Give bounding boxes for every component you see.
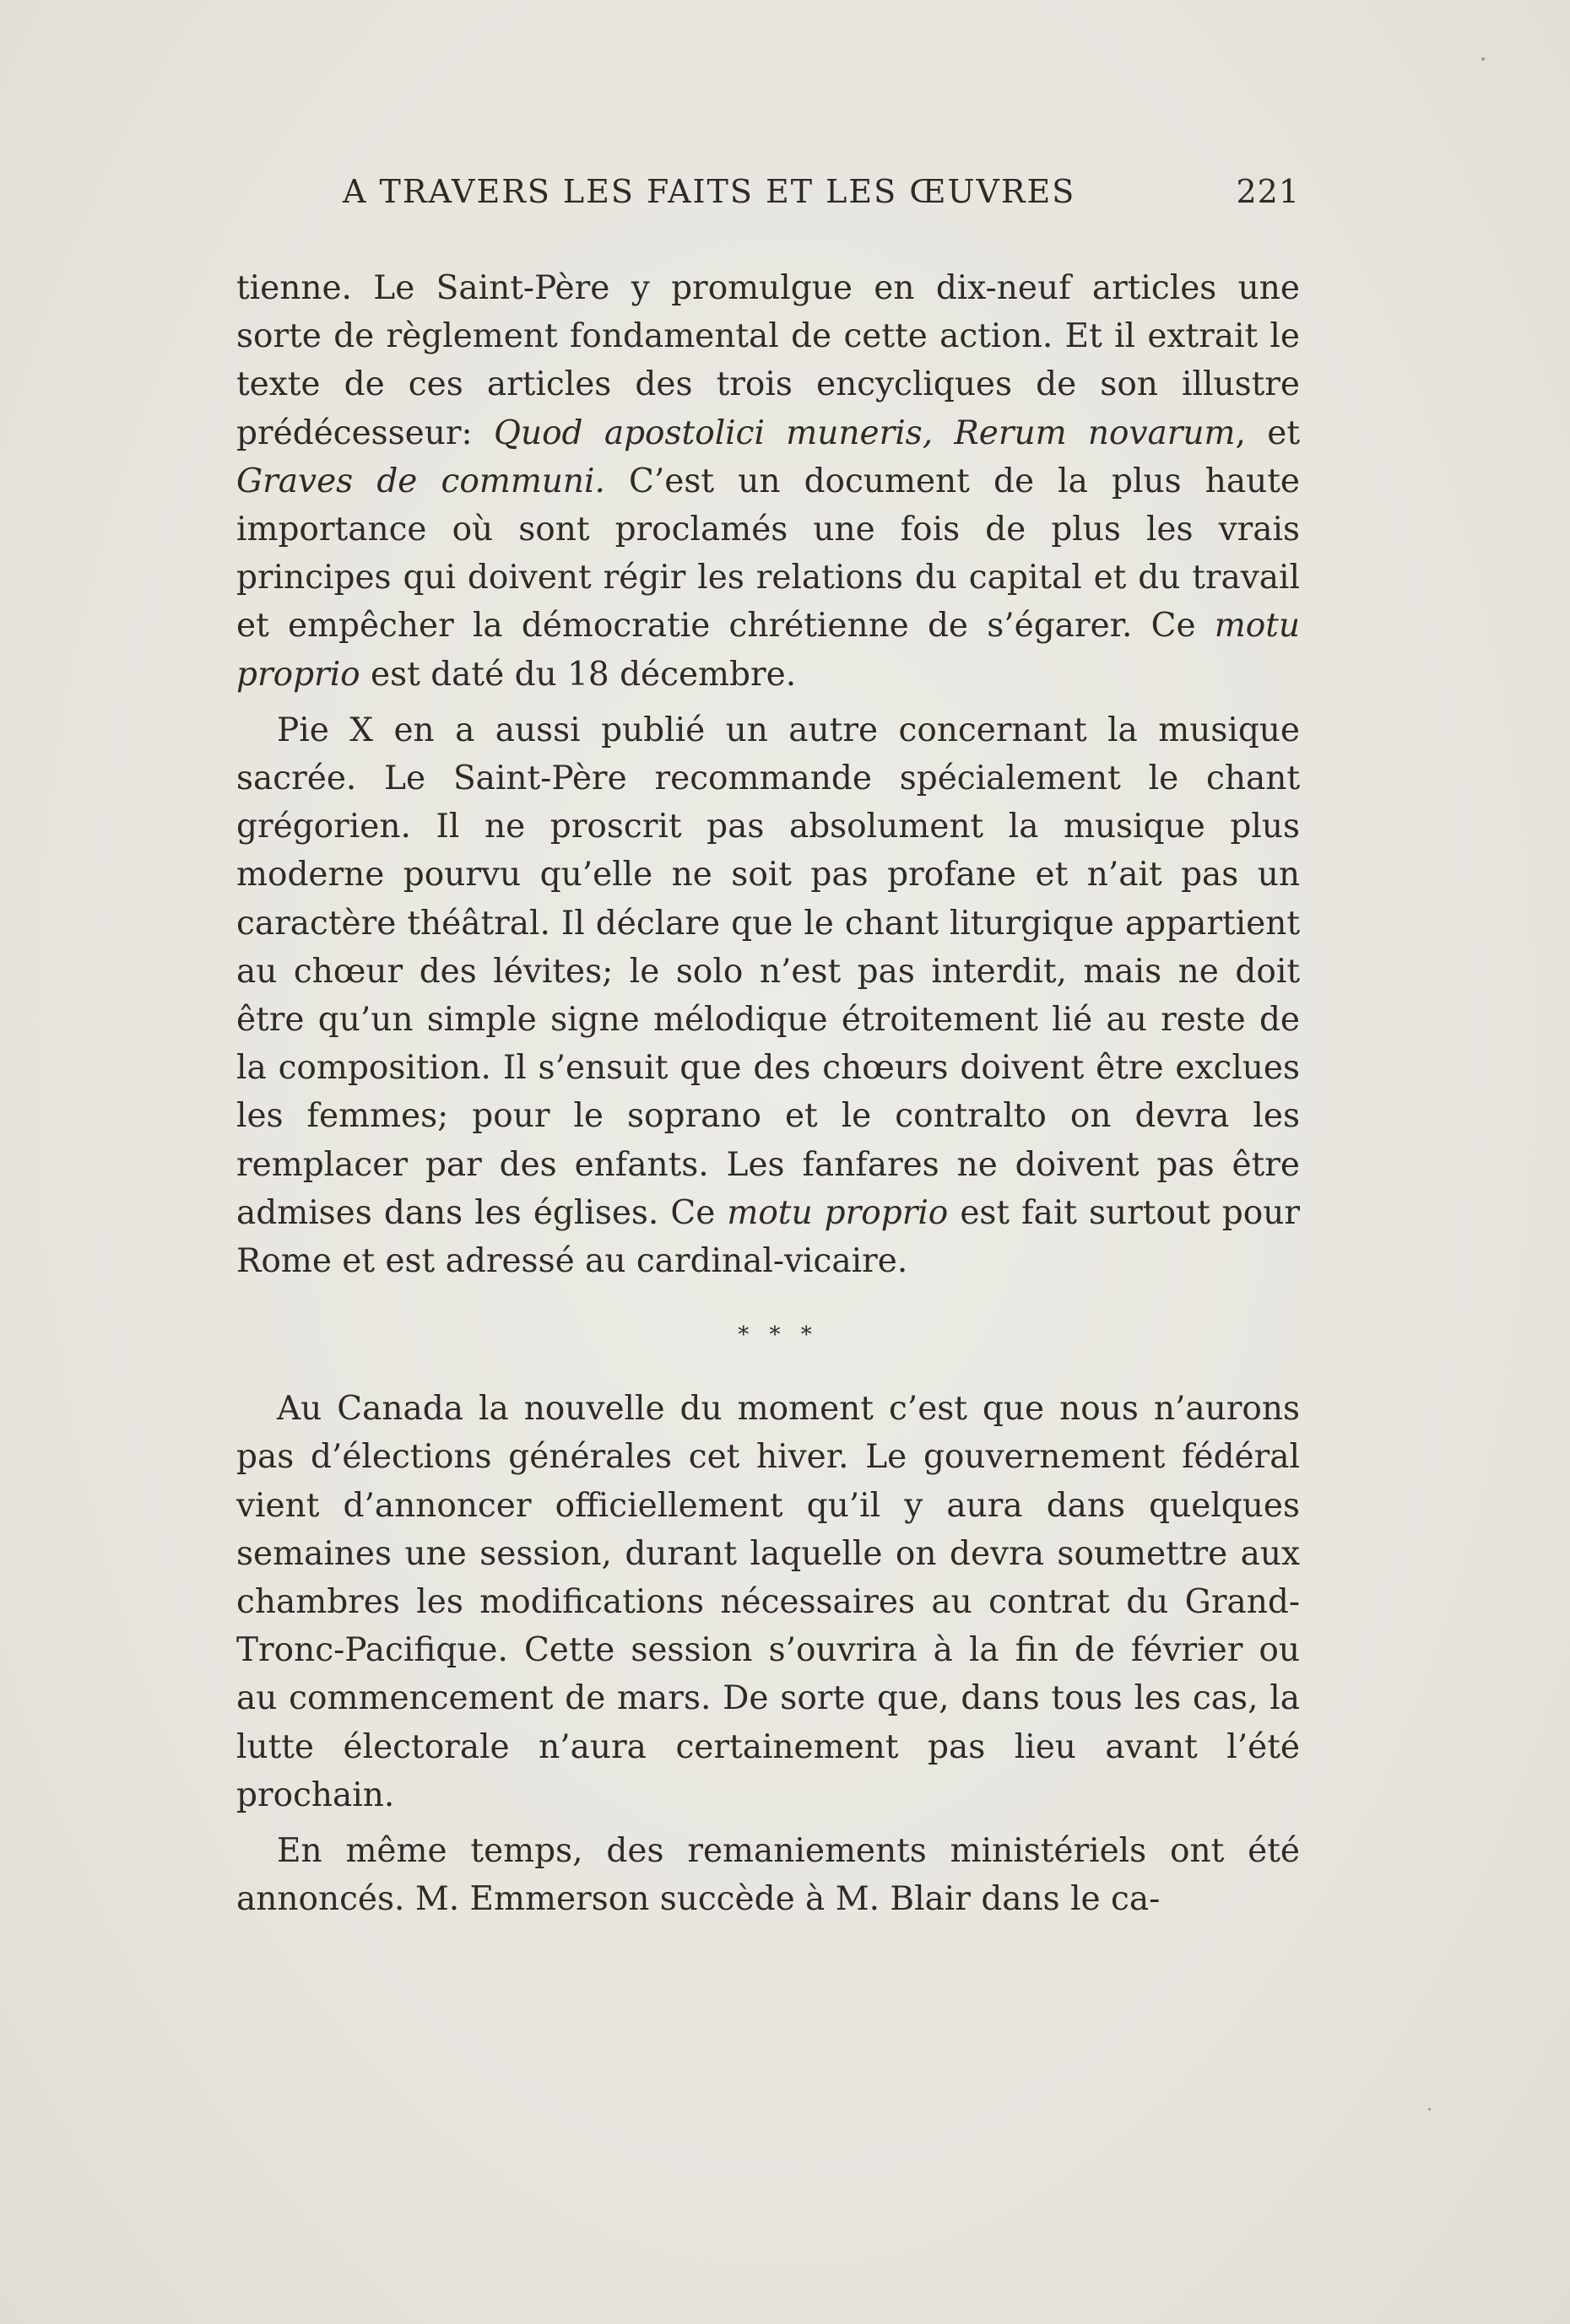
paragraph [236, 706, 1300, 1285]
text-run: C’est un document de la plus haute importance où sont proclamés une fois de plus les vrais principes qui doivent régir les relations du capital et du travail et empêcher la démocratie chrétienne de s’égarer. Ce [236, 462, 1300, 646]
text-run: Au Canada la nouvelle du moment c’est que nous n’aurons pas d’élections générales cet hiver. Le gouvernement fédéral vient d’annoncer officiellement qu’il y aura dans quelques semaines une session, durant laquelle on devra soumettre aux chambres les modifications nécessaires au contrat du Grand-Tronc-Pacifique. Cette session s’ouvrira à la fin de février ou au commencement de mars. De sorte que, dans tous les cas, la lutte électorale n’aura certainement pas lieu avant l’été prochain. [236, 1390, 1300, 1814]
page-text [236, 173, 1300, 1924]
body-before-break [236, 264, 1300, 1285]
running-title: A TRAVERS LES FAITS ET LES ŒUVRES [343, 173, 1076, 210]
paragraph [236, 264, 1300, 699]
italic-text: motu proprio [727, 1193, 949, 1232]
paper-speck [1481, 57, 1485, 61]
text-run: , et [1235, 413, 1301, 452]
text-run: est fait surtout pour Rome et est adressé au cardinal-vicaire. [236, 1193, 1300, 1281]
paper-speck [1428, 2108, 1431, 2111]
text-run: tienne. Le Saint-Père y promulgue en dix-neuf articles une sorte de règlement fondamental de cette action. Et il extrait le texte de ces articles des trois encycliques de son illustre prédécesseur: [236, 269, 1300, 452]
italic-text: Quod apostolici muneris, Rerum novarum [493, 413, 1236, 452]
body-after-break [236, 1385, 1300, 1923]
text-run: En même temps, des remaniements ministériels ont été annoncés. M. Emmerson succède à M. Blair dans le ca- [236, 1832, 1300, 1919]
paragraph [236, 1827, 1300, 1923]
section-break: * * * [738, 1322, 819, 1348]
text-run: Pie X en a aussi publié un autre concernant la musique sacrée. Le Saint-Père recommande spécialement le chant grégorien. Il ne proscrit pas absolument la musique plus moderne pourvu qu’elle ne soit pas profane et n’ait pas un caractère théâtral. Il déclare que le chant liturgique appartient au chœur des lévites; le solo n’est pas interdit, mais ne doit être qu’un simple signe mélodique étroitement lié au reste de la composition. Il s’ensuit que des chœurs doivent être exclues les femmes; pour le soprano et le contralto on devra les remplacer par des enfants. Les fanfares ne doivent pas être admises dans les églises. Ce [236, 711, 1300, 1232]
page-number: 221 [1236, 173, 1300, 210]
italic-text: motu proprio [236, 607, 1300, 694]
paragraph [236, 1385, 1300, 1819]
running-head [236, 173, 1300, 224]
text-run: est daté du 18 décembre. [360, 655, 797, 694]
italic-text: Graves de communi. [236, 462, 605, 500]
